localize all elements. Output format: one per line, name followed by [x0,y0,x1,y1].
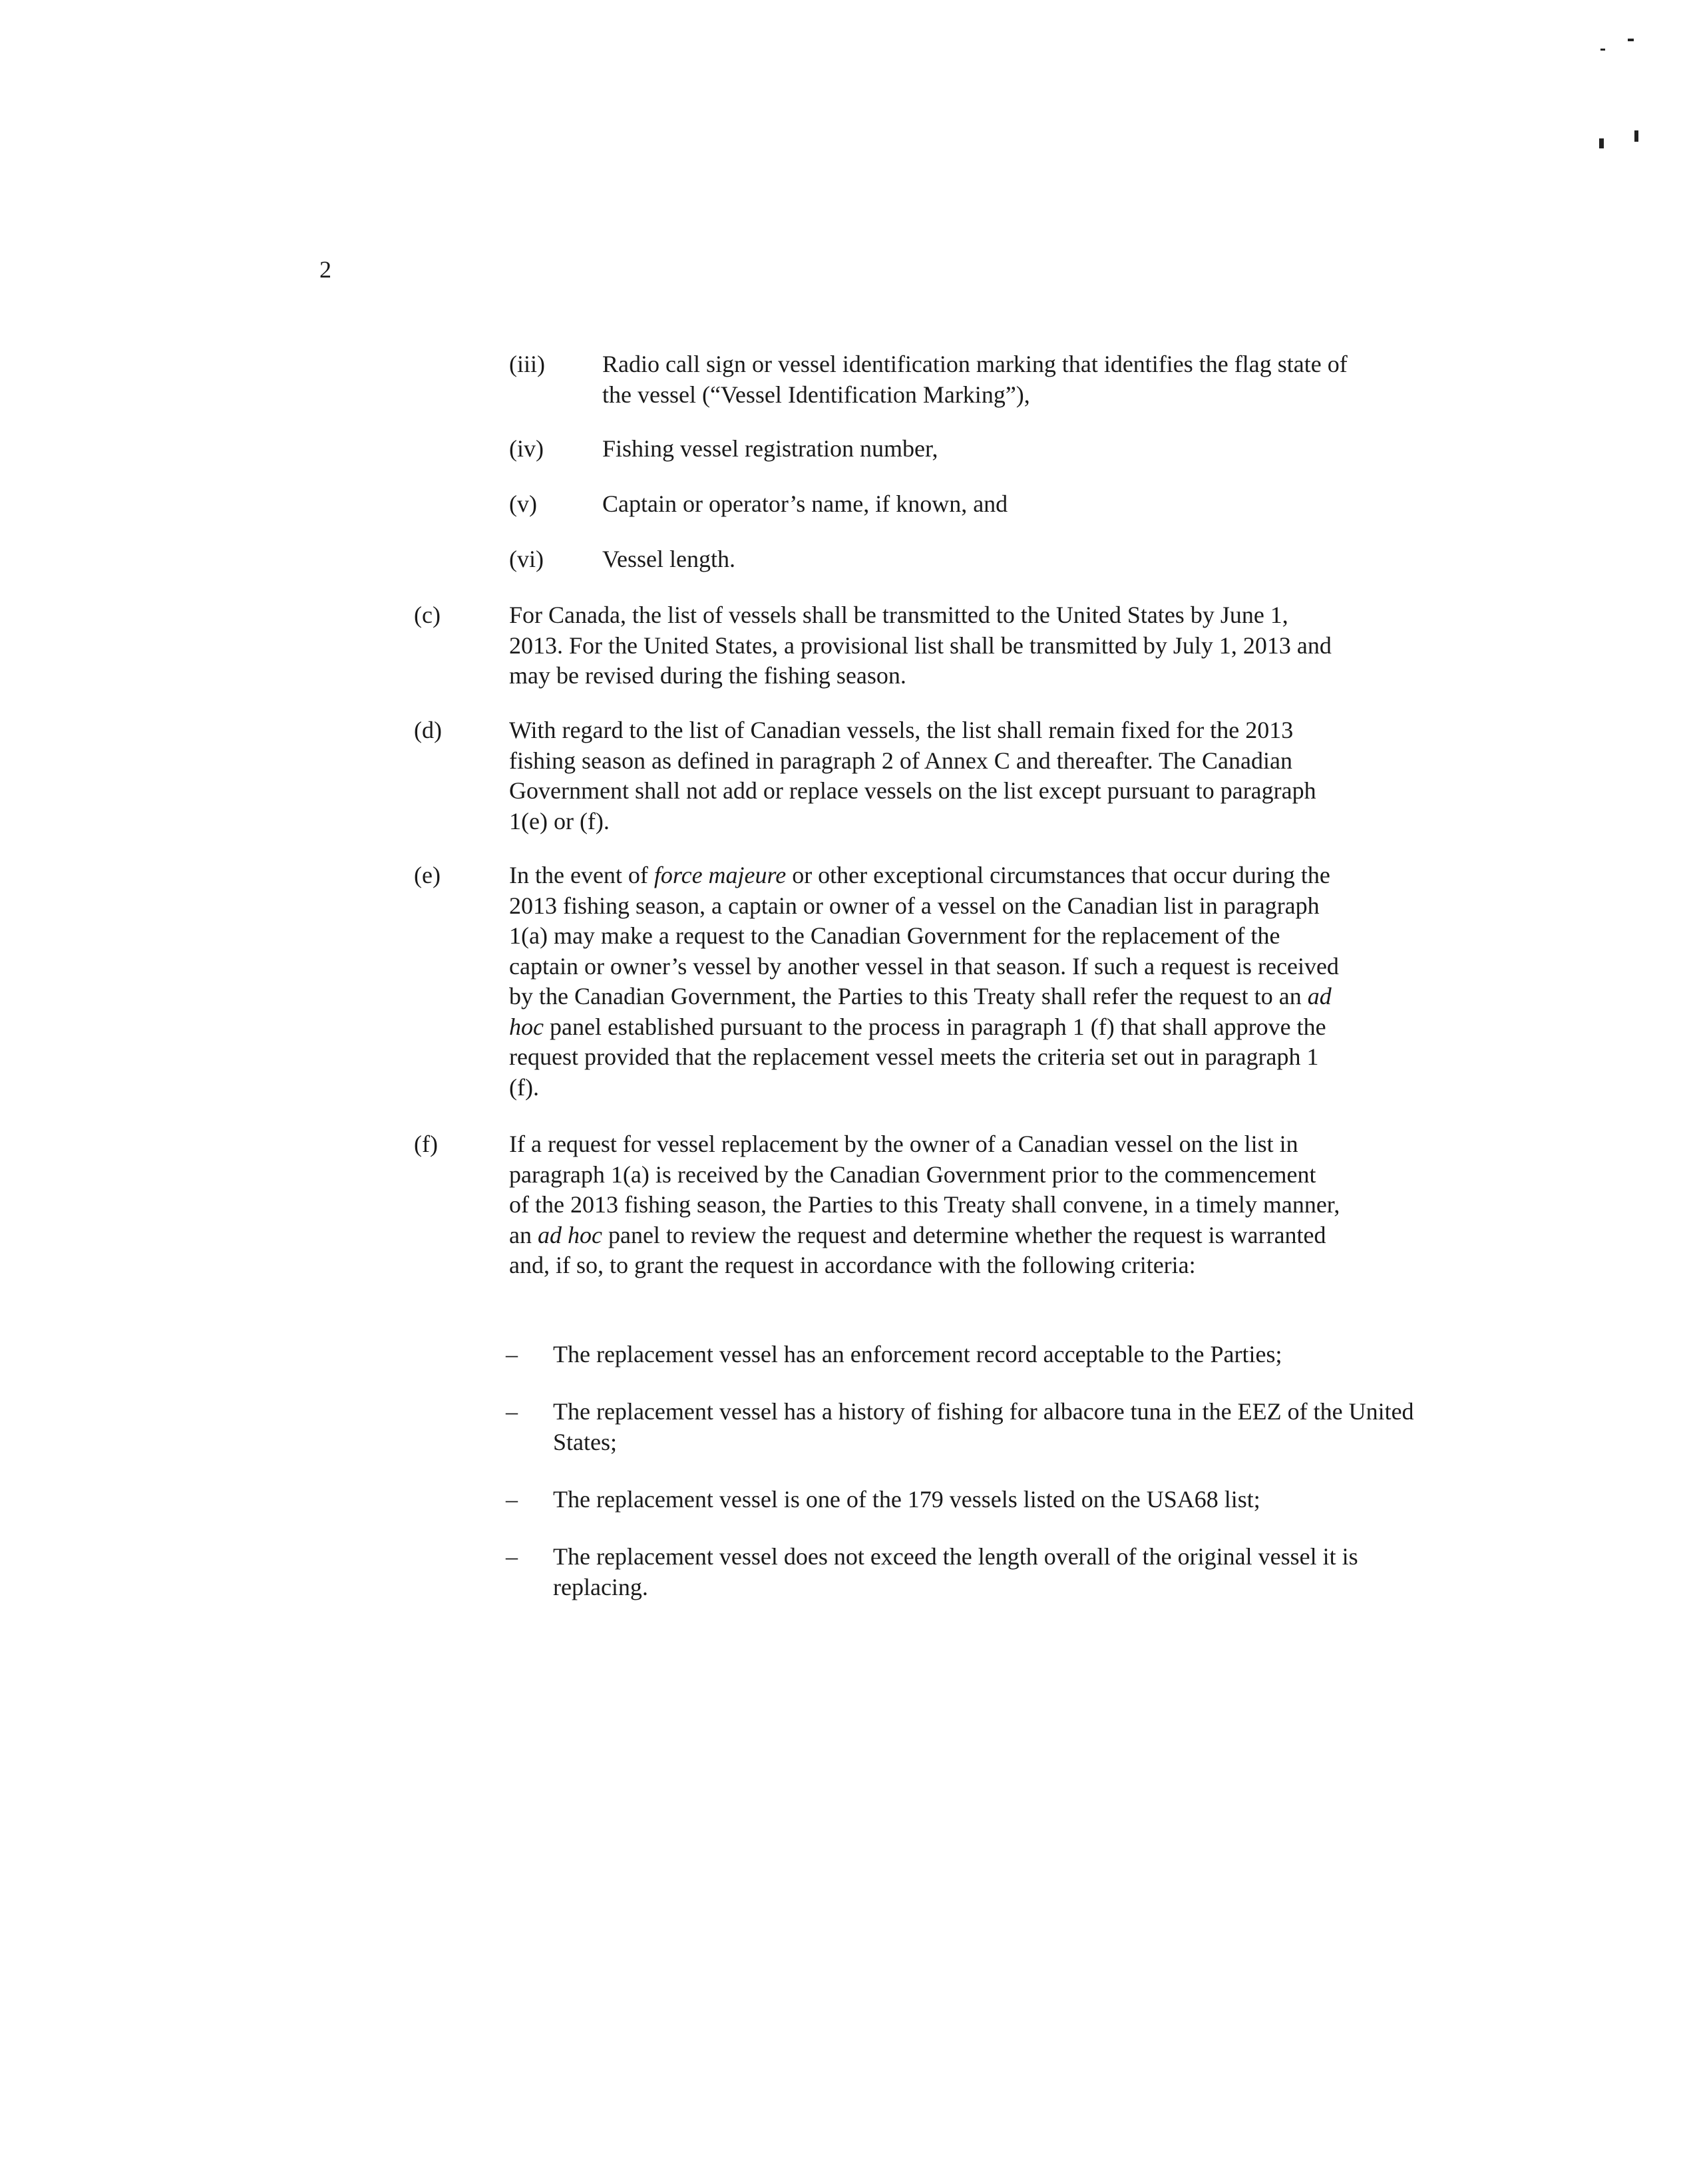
dash-marker: – [506,1341,518,1367]
scan-speck [1634,130,1638,142]
dash-marker: – [506,1486,518,1513]
scan-speck [1599,138,1604,148]
dash-marker: – [506,1398,518,1425]
paragraph-text: With regard to the list of Canadian vessels, the list shall remain fixed for the 2013 fishing season as defined in paragraph 2 of Annex C and thereafter. The Canadian Government shall not add or replace vessels on the list except pursuant to paragraph 1(e) or (f). [509,717,1316,834]
list-item-text: Vessel length. [602,546,735,572]
paragraph-label: (d) [414,717,442,743]
italic-term: ad hoc [537,1221,602,1248]
list-item-text: Fishing vessel registration number, [602,435,938,462]
text-run: or other exceptional circumstances that occur during the 2013 fishing season, a captain or owner of a vessel on the Canadian list in paragraph 1(a) may make a request to the Canadian Government for the replacement of the captain or owner’s vessel by another vessel in that season. If such a request is received by the Canadian Government, the Parties to this Treaty shall refer the request to an [509,862,1339,1009]
italic-term: force majeure [654,862,787,888]
text-run: panel established pursuant to the process in paragraph 1 (f) that shall approve the request provided that the replacement vessel meets the criteria set out in paragraph 1 (f). [509,1013,1326,1101]
list-item-label: (iii) [509,351,545,377]
scan-speck [1600,49,1605,51]
scan-speck [1628,39,1634,41]
list-item-label: (vi) [509,546,544,572]
list-item-text: Radio call sign or vessel identification marking that identifies the flag state of the vessel (“Vessel Identification Marking”), [602,351,1348,408]
page-number: 2 [319,256,331,283]
list-item-text: Captain or operator’s name, if known, and [602,490,1008,517]
list-item-label: (iv) [509,435,544,462]
criteria-text: The replacement vessel has a history of fishing for albacore tuna in the EEZ of the United States; [553,1398,1414,1455]
text-run: If a request for vessel replacement by the owner of a Canadian vessel on the list in paragraph 1(a) is received by the Canadian Government prior to the commencement of the 2013 fishing season, the Parties to this Treaty shall convene, in a timely manner, an [509,1131,1340,1248]
text-run: panel to review the request and determine whether the request is warranted and, if so, to grant the request in accordance with the following criteria: [509,1221,1326,1278]
text-run: In the event of [509,862,654,888]
list-item-label: (v) [509,490,537,517]
dash-marker: – [506,1543,518,1570]
italic-term: ad hoc [509,983,1332,1040]
paragraph-text [509,1129,1341,1281]
paragraph-label: (e) [414,862,441,888]
criteria-text: The replacement vessel has an enforcement record acceptable to the Parties; [553,1341,1282,1367]
paragraph-label: (c) [414,602,441,628]
paragraph-text: For Canada, the list of vessels shall be transmitted to the United States by June 1, 2013. For the United States, a provisional list shall be transmitted by July 1, 2013 and may be revised during the fishing season. [509,602,1332,689]
paragraph-label: (f) [414,1131,438,1157]
paragraph-text [509,860,1341,1103]
criteria-text: The replacement vessel does not exceed the length overall of the original vessel it is replacing. [553,1543,1358,1600]
criteria-text: The replacement vessel is one of the 179 vessels listed on the USA68 list; [553,1486,1260,1513]
